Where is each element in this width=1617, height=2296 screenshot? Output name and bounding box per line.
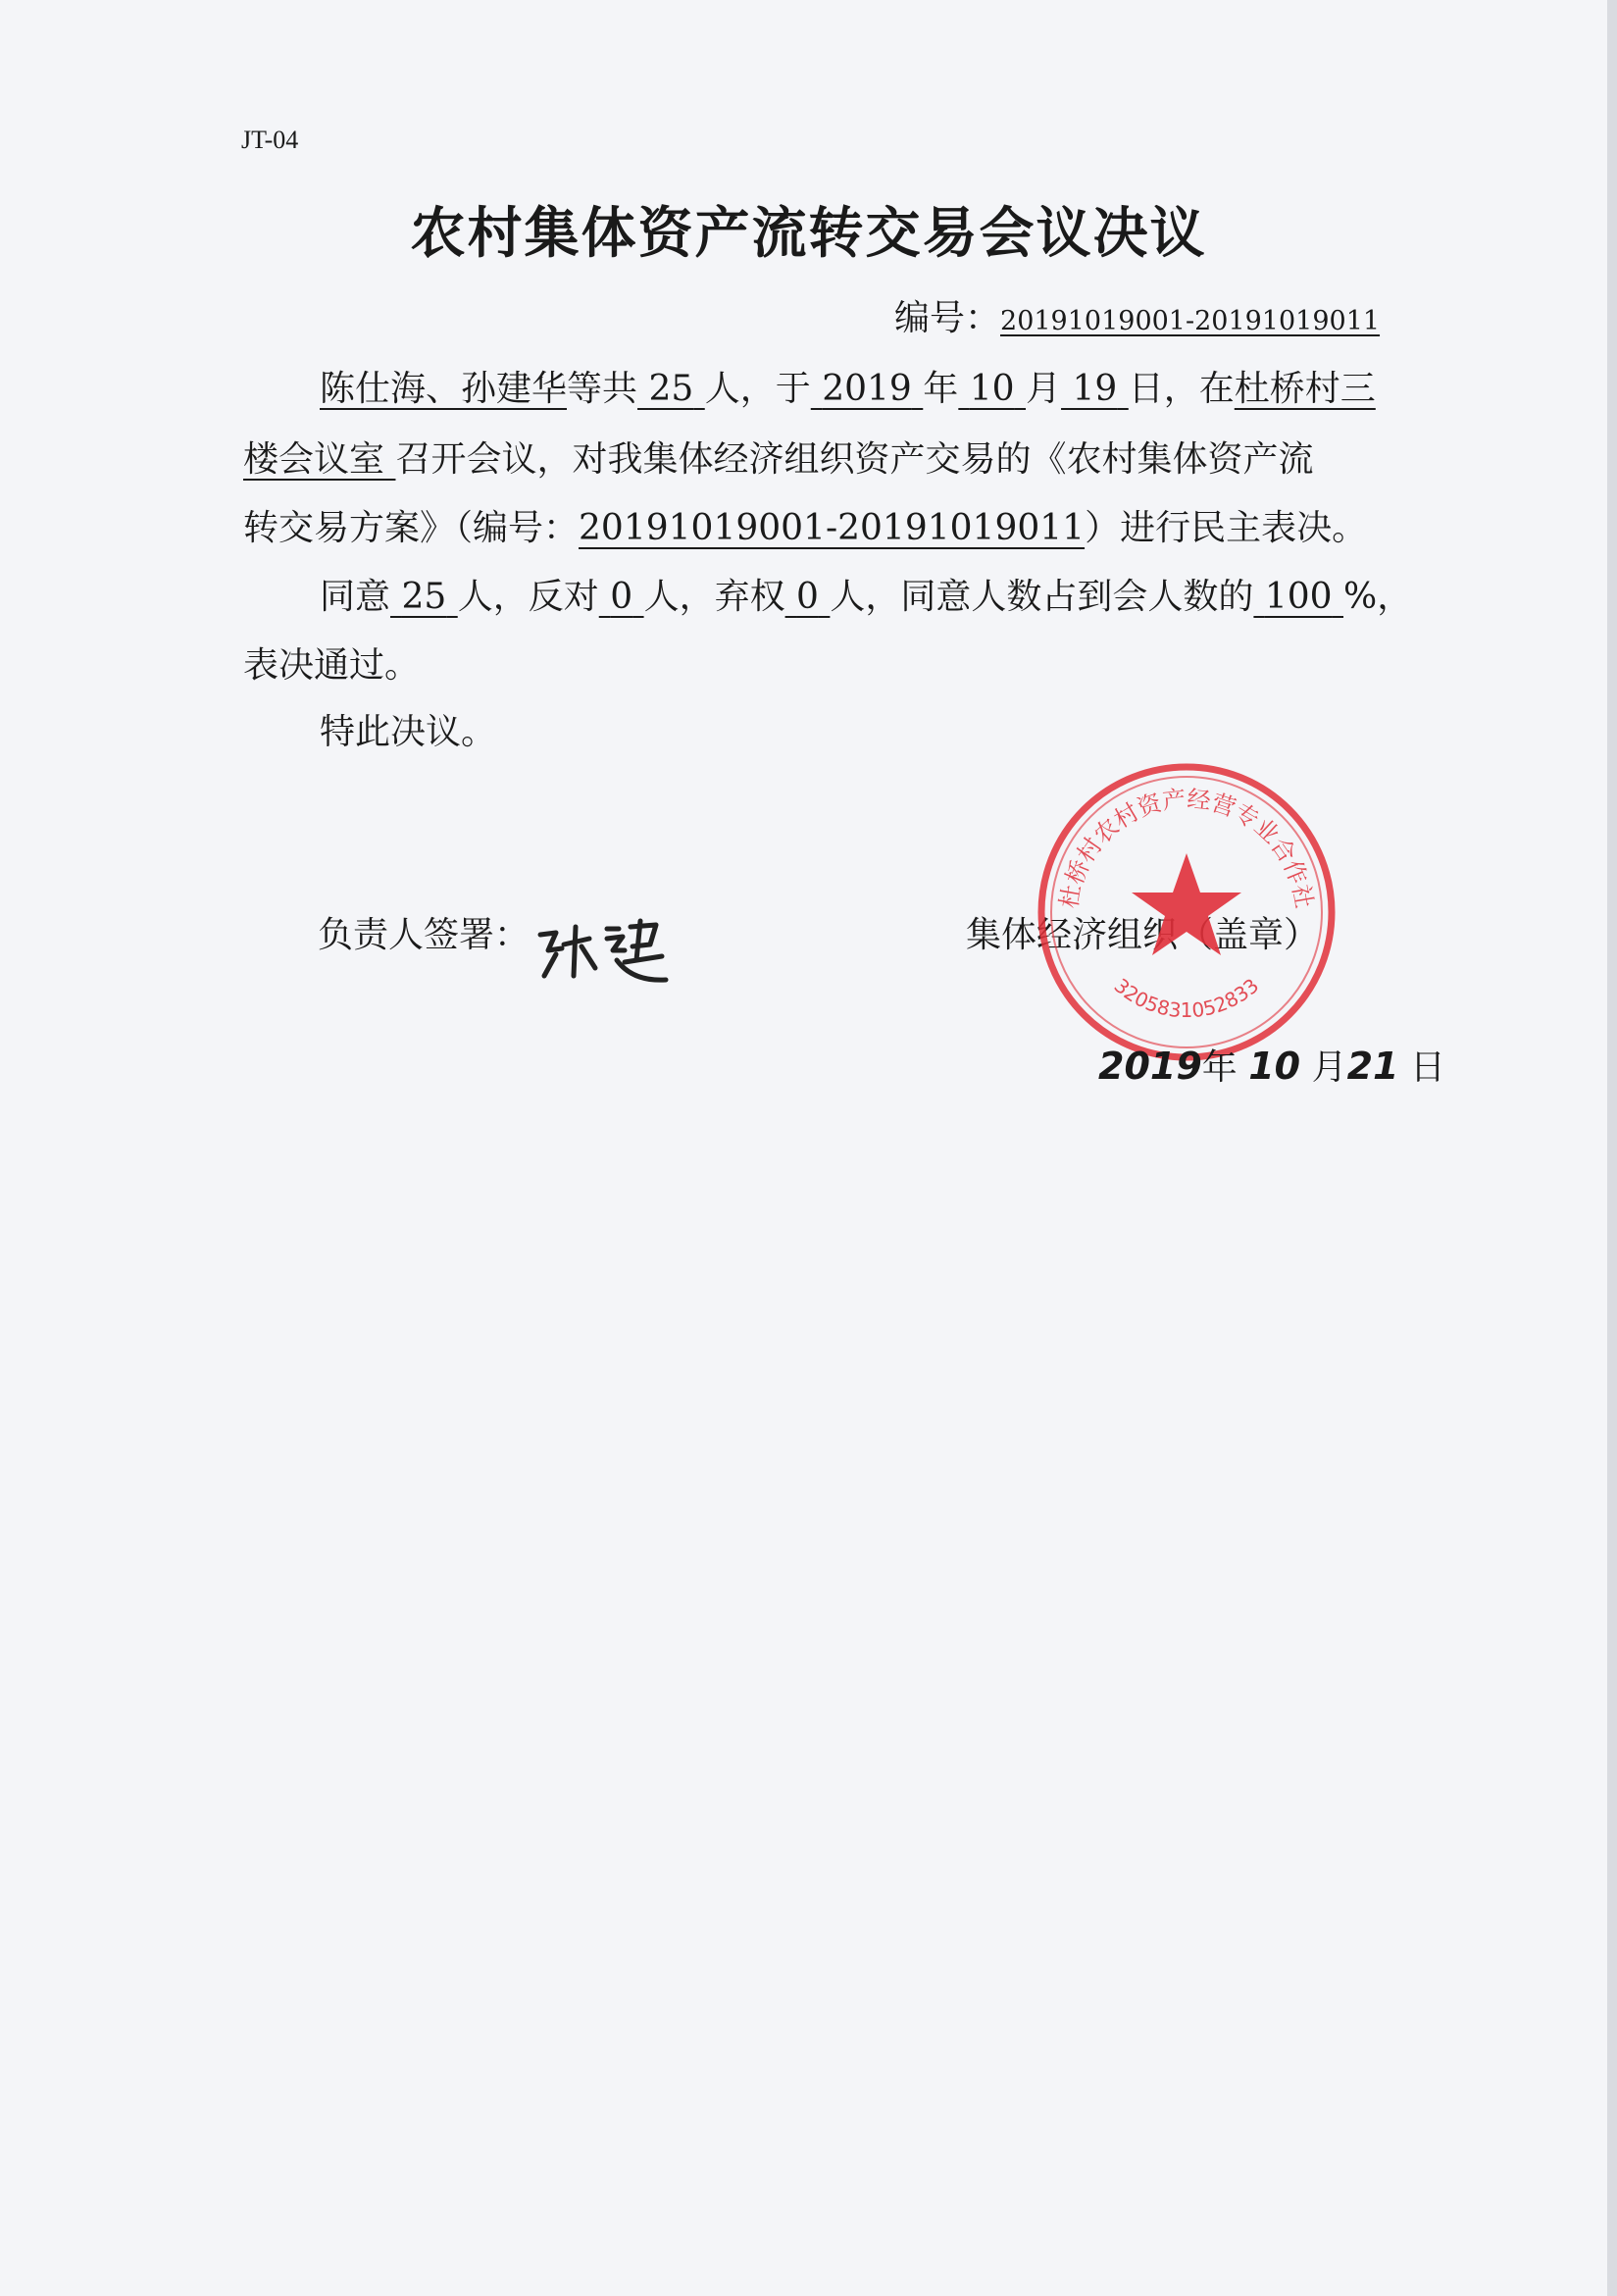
meeting-day: 19 <box>1072 369 1118 409</box>
handwritten-signature <box>534 917 672 995</box>
meeting-venue-part1: 杜桥村三 <box>1234 369 1376 409</box>
plan-number: 20191019001-20191019011 <box>579 508 1086 548</box>
seal-number: 3205831052833 <box>1109 973 1264 1023</box>
closing-text: 特此决议。 <box>320 712 497 752</box>
meeting-venue-part2: 楼会议室 <box>243 439 385 480</box>
paragraph-2-line-1: 同意 25 人，反对 0 人，弃权 0 人，同意人数占到会人数的 100 %， <box>320 577 1413 617</box>
doc-number-value: 20191019001-20191019011 <box>1000 306 1381 336</box>
scan-edge <box>1607 0 1617 2296</box>
abstain-count: 0 <box>796 577 819 617</box>
date-month: 10 <box>1248 1045 1301 1088</box>
agree-percent: 100 <box>1264 577 1333 617</box>
organization-label: 集体经济组织（盖章） <box>966 915 1320 955</box>
attendee-count: 25 <box>648 369 694 409</box>
signature-label: 负责人签署： <box>318 915 531 955</box>
paragraph-1-line-2: 楼会议室 召开会议，对我集体经济组织资产交易的《农村集体资产流 <box>243 439 1314 480</box>
date-day: 21 <box>1346 1045 1399 1088</box>
agree-count: 25 <box>401 577 447 617</box>
meeting-year: 2019 <box>822 369 912 409</box>
attendees: 陈仕海、孙建华 <box>320 369 568 409</box>
paragraph-2-line-2: 表决通过。 <box>243 645 421 686</box>
date-year: 2019 <box>1098 1045 1202 1088</box>
organization-seal <box>1030 755 1343 1069</box>
form-code: JT-04 <box>241 126 299 154</box>
doc-number-label: 编号： <box>894 298 1001 338</box>
doc-number <box>894 290 1380 340</box>
svg-text:3205831052833 <box>1110 974 1264 1023</box>
date-row: 2019年 10 月21 日 <box>1098 1045 1445 1088</box>
meeting-month: 10 <box>969 369 1015 409</box>
oppose-count: 0 <box>610 577 633 617</box>
paragraph-1-line-1: 陈仕海、孙建华等共 25 人，于 2019 年 10 月 19 日，在杜桥村三 <box>320 369 1376 409</box>
seal-org-name: 杜桥村农村资产经营专业合作社 <box>1054 785 1319 911</box>
paragraph-1-line-3: 转交易方案》（编号：20191019001-20191019011）进行民主表决。 <box>243 508 1368 548</box>
document-title: 农村集体资产流转交易会议决议 <box>410 202 1207 266</box>
